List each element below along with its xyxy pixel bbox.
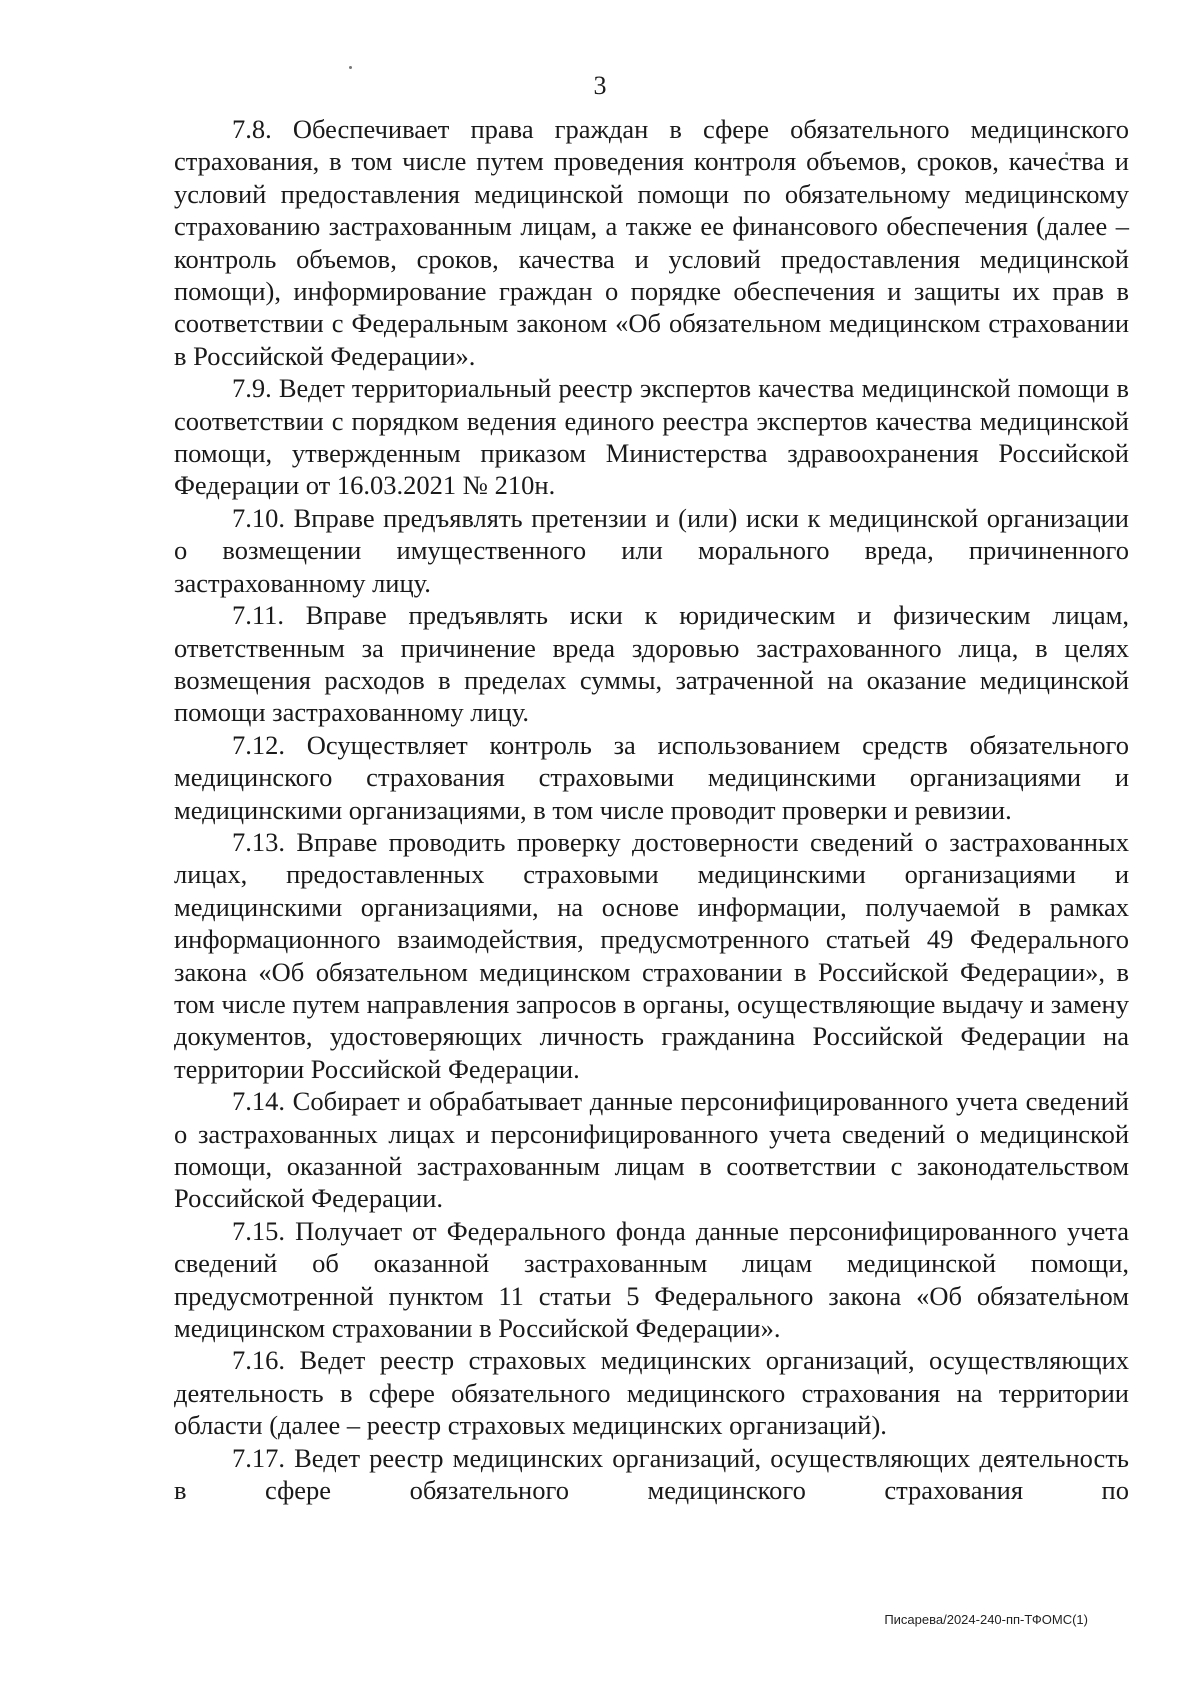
scan-speck [349,66,352,69]
document-body [174,113,1129,1506]
paragraph-7-11: 7.11. Вправе предъявлять иски к юридическим и физическим лицам, ответственным за причинение вреда здоровью застрахованного лица, в целях возмещения расходов в пределах суммы, затраченной на оказание медицинской помощи застрахованному лицу. [174,600,1129,728]
paragraph-7-14: 7.14. Собирает и обрабатывает данные персонифицированного учета сведений о застрахованных лицах и персонифицированного учета сведений о медицинской помощи, оказанной застрахованным лицам в соответствии с законодательством Российской Федерации. [174,1086,1129,1214]
paragraph-7-17: 7.17. Ведет реестр медицинских организаций, осуществляющих деятельность в сфере обязательного медицинского страхования по [174,1442,1129,1506]
paragraph-7-10: 7.10. Вправе предъявлять претензии и (или) иски к медицинской организации о возмещении имущественного или морального вреда, причиненного застрахованному лицу. [174,502,1129,598]
paragraph-7-13: 7.13. Вправе проводить проверку достоверности сведений о застрахованных лицах, предоставленных страховыми медицинскими организациями и медицинскими организациями, на основе информации, получаемой в рамках информационного взаимодействия, предусмотренного статьей 49 Федерального закона «Об обязательном медицинском страховании в Российской Федерации», в том числе путем направления запросов в органы, осуществляющие выдачу и замену документов, удостоверяющих личность гражданина Российской Федерации на территории Российской Федерации. [174,826,1129,1084]
paragraph-7-15: 7.15. Получает от Федерального фонда данные персонифицированного учета сведений об оказанной застрахованным лицам медицинской помощи, предусмотренной пунктом 11 статьи 5 Федерального закона «Об обязательном медицинском страховании в Российской Федерации». [174,1215,1129,1344]
paragraph-7-12: 7.12. Осуществляет контроль за использованием средств обязательного медицинского страхования страховыми медицинскими организациями и медицинскими организациями, в том числе проводит проверки и ревизии. [174,729,1129,825]
paragraph-7-9: 7.9. Ведет территориальный реестр экспертов качества медицинской помощи в соответствии с порядком ведения единого реестра экспертов качества медицинской помощи, утвержденным приказом Министерства здравоохранения Российской Федерации от 16.03.2021 № 210н. [174,373,1129,501]
paragraph-7-16: 7.16. Ведет реестр страховых медицинских организаций, осуществляющих деятельность в сфере обязательного медицинского страхования на территории области (далее – реестр страховых медицинских организаций). [174,1345,1129,1441]
page-number: 3 [593,71,607,100]
footer-document-code: Писарева/2024-240-пп-ТФОМС(1) [884,1612,1088,1627]
paragraph-7-8: 7.8. Обеспечивает права граждан в сфере обязательного медицинского страхования, в том числе путем проведения контроля объемов, сроков, качества и условий предоставления медицинской помощи по обязательному медицинскому страхованию застрахованным лицам, а также ее финансового обеспечения (далее – контроль объемов, сроков, качества и условий предоставления медицинской помощи), информирование граждан о порядке обеспечения и защиты их прав в соответствии с Федеральным законом «Об обязательном медицинском страховании в Российской Федерации». [174,114,1129,371]
